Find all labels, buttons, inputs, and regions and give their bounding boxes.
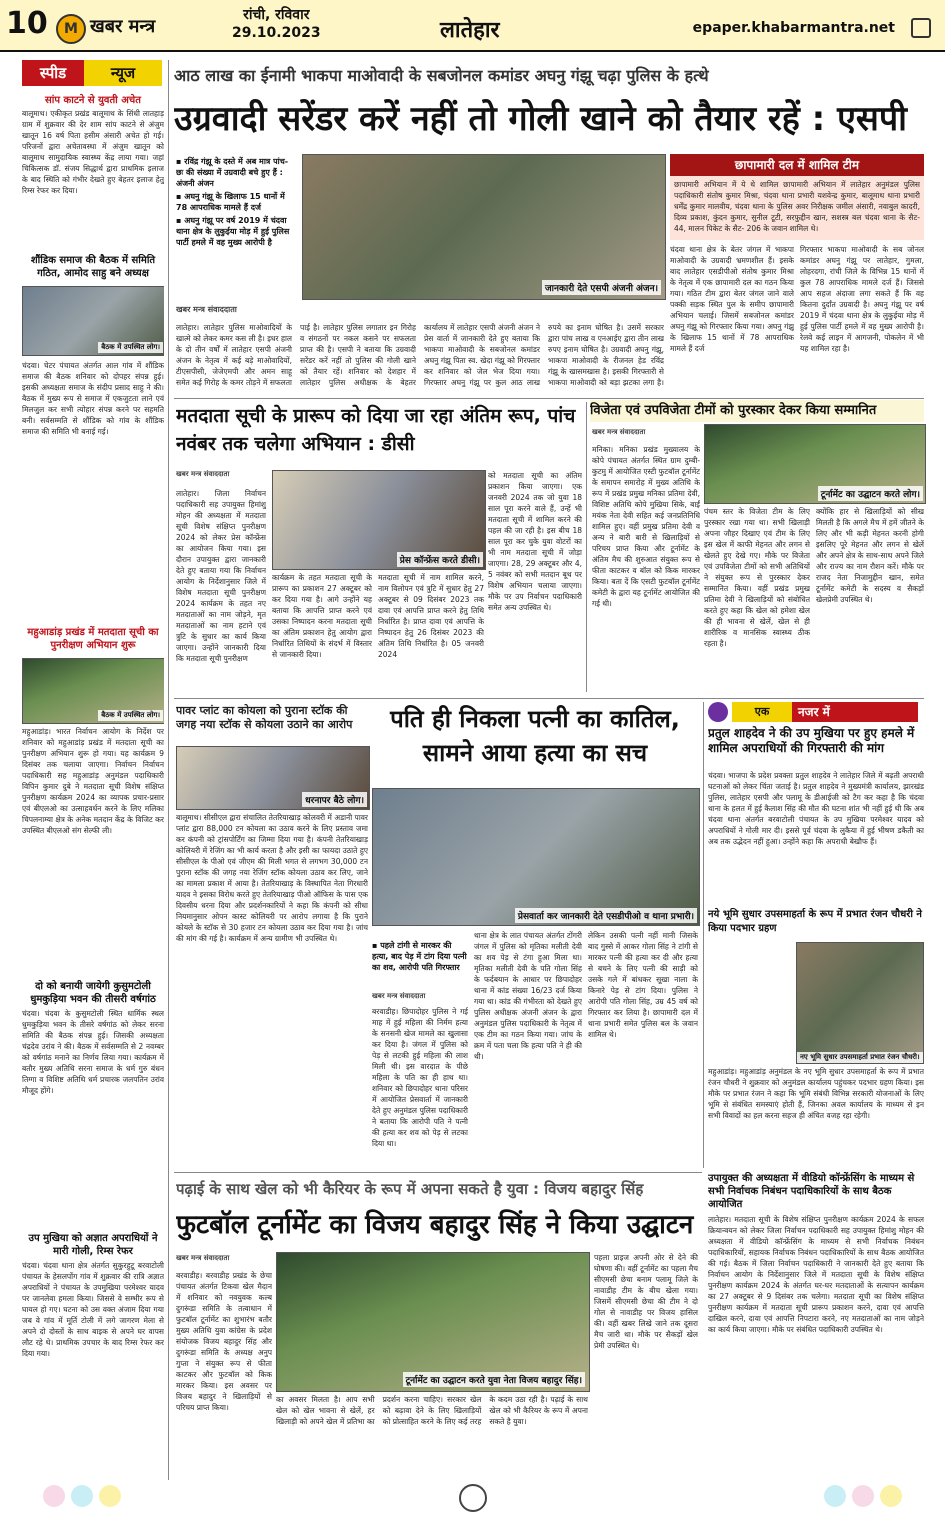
coal-body: बालूमाथ। सीसीएल द्वारा संचालित तेतरियाखाड़ कोलवरी में अडानी पावर प्लांट द्वारा 88,000 टन कोयला का उठाव करने के लिए प्रस्ताव जमा कर कंपनी को ट्रांसपोर्टिंग का जिम्मा दिया गया है। कंपनी तेतरियाखाड़ कोलियरी में रेजिंग का भी कार्य करता है और इसी का फायदा उठाते हुए सीसीएल के पीओ एवं जीएम की मिली भगत से लगभग 30,000 टन पुराना स्टॉक की जगह नया रेजिंग स्टॉक कोयला उठाव कर लिए, जाने का मामला प्रकाश में आया है। तेतरियाखाड़ के विस्थापित नेता गिरधारी यादव ने इसका विरोध करते हुए तेतरियाखाड़ पीओ ऑफिस के पास एक दिवसीय धरना दिया और प्रदर्शनकारियों ने कहा कि कंपनी को सीधा नियमानुसार ओपन कास्ट कोलियरी पर आरोप लगाया है कि पुराने कोयले के स्टॉक से 30 हजार टन कोयला उठाव कर दिया गया है। जांच की मांग की गई है। कार्यक्रम में अन्य ग्रामीण भी उपस्थित थे।: [176, 813, 368, 943]
row-divider: [174, 398, 924, 399]
speed-news-item-body: चंदवा। चंदवा थाना क्षेत्र अंतर्गत सुकुरहुटू बरवाटोली पंचायत के हेसलपोंग गांव में शुक्रवार की रात्रि अज्ञात अपराधियों ने पंचायत के उपमुखिया परमेश्वर यादव पर जानलेवा हमला किया। जिससे वे सम्भीर रूप से घायल हो गए। घटना को उस वक्त अंजाम दिया गया जब वे गांव में मूर्ति टोली में लगे जागरण मेला से अपने दो दोस्तों के साथ बाइक से अपने घर वापस लौट रहे थे। प्राथमिक उपचार के बाद रिम्स रेफर कर दिया गया।: [22, 1261, 164, 1358]
brand-logo-glyph: M: [64, 21, 78, 37]
winners-photo: [704, 424, 926, 504]
column-divider: [703, 702, 704, 1168]
news-label: न्यूज: [84, 60, 162, 86]
murder-bullet: ▪ पहले टांगी से मारकर की हत्या, बाद पेड़ में टांग दिया पत्नी का शव, आरोपी पति गिरफ्तार: [372, 941, 467, 972]
nazar-item2-photo: [796, 942, 924, 1064]
photo-caption: धरनापर बैठे लोग।: [302, 792, 367, 807]
lead-bullets: [176, 156, 298, 278]
page-header: [0, 0, 945, 52]
lead-bullet: ▪ अघनु गंझू पर वर्ष 2019 में चंदवा थाना क्षेत्र के लुकुईया मोड़ में हुई पुलिस पार्टी हमले में वह मुख्य आरोपी है: [176, 216, 290, 247]
lead-bullet-text: अघनु गंझू के खिलाफ 15 थानों में 78 आपराधिक मामले हैं दर्ज: [176, 192, 285, 212]
lead-bullet-text: रविंद्र गंझू के दस्ते में अब मात्र पांच- छः की संख्या में उग्रवादी बचे हुए हैं : अंजनी अंजन: [176, 157, 289, 188]
photo-caption: बैठक में उपस्थित लोग।: [98, 710, 163, 721]
nazar-item2-title: नये भूमि सुधार उपसमाहर्ता के रूप में प्रभात रंजन चौधरी ने किया पदभार ग्रहण: [708, 909, 922, 934]
winners-headline: विजेता एवं उपविजेता टीमों को पुरस्कार देकर किया सम्मानित: [590, 400, 924, 422]
dateline: [232, 6, 321, 42]
color-dot: [824, 1485, 846, 1507]
raid-team-title: छापामारी दल में शामिल टीम: [670, 154, 924, 176]
nazar-item1-body: चंदवा। भाजपा के प्रदेश प्रवक्ता प्रतुल शाहदेव ने लातेहार जिले में बढ़ती अपराधी घटनाओं को लेकर चिंता जताई है। प्रतुल शाहदेव ने मुख्यमंत्री कार्यालय, झारखंड पुलिस, लातेहार एसपी और पलामू के डीआईजी को टैग कर कहा है कि चंदवा थाना के हलत में हुई कैलाश सिंह की मौत की घटना शांत भी नहीं हुई थी कि अब चंदवा थाना अंतर्गत बरवाटोली पंचायत के उप मुखिया परमेश्वर यादव को अपराधियों ने गोली मार दी। इससे पूर्व चंदवा के लुकैया में हुई भीषण डकैती का अब तक उद्भेदन नहीं हुआ। उन्होंने कहा कि अपराधी बेखौफ हैं।: [708, 771, 924, 846]
lead-bullet: ▪ रविंद्र गंझू के दस्ते में अब मात्र पांच- छः की संख्या में उग्रवादी बचे हुए हैं : अंजनी अंजन: [176, 157, 289, 188]
nazar-item3-title: उपायुक्त की अध्यक्षता में वीडियो कॉन्फ्रेंसिंग के माध्यम से सभी निर्वाचक निबंधन पदाधिकारियों के साथ बैठक आयोजित: [708, 1173, 915, 1210]
registration-crosshair-icon: [459, 1484, 487, 1512]
speed-news-item-title: दो को बनायी जायेगी कुसुमटोली धुमकुड़िया भवन की तीसरी वर्षगांठ: [30, 981, 156, 1005]
bookmark-icon[interactable]: [911, 18, 931, 38]
voter-photo: [272, 470, 486, 570]
football-photo: [276, 1252, 590, 1392]
speed-news-item: [22, 626, 164, 976]
football-kicker: पढ़ाई के साथ खेल को भी कैरियर के रूप में अपना सकते है युवा : विजय बहादुर सिंह: [176, 1180, 644, 1198]
photo-caption: नए भूमि सुधार उपसमाहर्ता प्रभात रंजन चौधरी।: [797, 1052, 923, 1063]
footer-dots-left: [40, 1485, 124, 1511]
footer-dots-right: [821, 1485, 905, 1511]
speed-news-item-title: महुआडांड़ प्रखंड में मतदाता सूची का पुनरीक्षण अभियान शुरू: [27, 627, 159, 651]
speed-news-item: [22, 92, 164, 250]
column-divider: [586, 402, 587, 692]
ek-label: एक: [732, 702, 792, 722]
murder-col2: थाना क्षेत्र के लात पंचायत अंतर्गत टोंगरी जंगल में पुलिस को मृतिका मलीती देवी का शव पेड़ से टंगा हुआ मिला था। मृतिका मलीती देवी के पति गोला सिंह के फर्दबयान के आधार पर छिपादोहर थाना में कांड संख्या 16/23 दर्ज किया गया था। कांड की गंभीरता को देखते हुए पुलिस अधीक्षक अंजनी अंजन के द्वारा अनुमंडल पुलिस पदाधिकारी के नेतृत्व में एक टीम का गठन किया गया। जांच के क्रम में पता चला कि हत्या पति ने ही की थी।: [474, 931, 582, 1061]
speed-news-item-body: महुआडांड़। भारत निर्वाचन आयोग के निर्देश पर शनिवार को महुआडांड़ प्रखंड में मतदाता सूची का पुनरीक्षण अभियान शुरू हो गया। यह कार्यक्रम 9 दिसंबर तक चलाया जाएगा। निर्वाचन निर्वाचन पदाधिकारी सह महुआडांड़ अनुमंडल पदाधिकारी विपिन कुमार दुबे ने मतदाता सूची विशेष संक्षिप्त पुनरीक्षण कार्यक्रम 2024 का व्यापक प्रचार-प्रसार एवं बीएलओ का उत्साहवर्धन करने के लिए मलिका चिपलनाम्या क्षेत्र के अनेक मतदान केंद्र के विजिट कर उपस्थित बीएलओ संग सेल्फी ली।: [22, 727, 164, 835]
murder-col1: बरवाडीह। छिपादोहर पुलिस ने गई माह में हुई महिला की निर्मम हत्या के सनसनी खेज मामले का खुलासा कर दिया है। जंगल में पुलिस को पेड़ से लटकी हुई महिला की लाश मिली थी। इस वारदात के पीछे महिला के पति का ही हाथ था। शनिवार को छिपादोहर थाना परिसर में आयोजित प्रेसवार्ता में जानकारी देते हुए अनुमंडल पुलिस पदाधिकारी ने बताया कि आरोपी पति ने पत्नी की हत्या कर शव को पेड़ से लटका दिया था।: [372, 1007, 468, 1148]
speed-news-item-body: चंदवा। चेटर पंचायत अंतर्गत आल गांव में शौंडिक समाज की बैठक शनिवार को दोपहर संपन्न हुई। इसकी अध्यक्षता समाज के संदीप प्रसाद साहु ने की। बैठक में मुख्य रूप से समाज में एकजुटता लाने एवं मिलजुल कर सभी त्योहार संपन्न करने पर सहमति बनी। सर्वसम्मति से शौंडिक को गांव के शौंडिक समाज की समिति भी बनाई गई।: [22, 361, 164, 436]
photo-caption: प्रेस कॉन्फ्रेंस करते डीसी।: [397, 552, 483, 567]
lead-headline: उग्रवादी सरेंडर करें नहीं तो गोली खाने को तैयार रहें : एसपी: [174, 99, 907, 139]
ek-nazar-label: [708, 702, 924, 722]
color-dot: [99, 1485, 121, 1507]
photo-caption: टूर्नामेंट का उद्घाटन करते लोग।: [818, 486, 923, 501]
eye-icon: [708, 702, 728, 722]
winners-col2: पंचम स्तर के विजेता टीम के लिए पुरस्कार रखा गया था। सभी खिलाड़ी अपना जौहर दिखाए एवं टीम के लिए इस खेल में काफी मेहनत और लगन से खेलते हुए देखे गए। मौके पर विजेता एवं उपविजेता टीमों को सभी अतिथियों ने संयुक्त रूप से पुरस्कार देकर सम्मानित किया। वहीं प्रखंड प्रमुख प्रतिमा देवी ने खिलाड़ियों को संबोधित करते हुए कहा कि खेल को हमेशा खेल की ही भावना से खेलें, खेल से ही शारीरिक व मानसिक स्वास्थ्य ठीक रहता है।: [704, 507, 810, 648]
raid-team-box: [670, 154, 924, 394]
speed-news-item-title: शौंडिक समाज की बैठक में समिति गठित, आमोद साहु बने अध्यक्ष: [30, 255, 156, 279]
color-dot: [71, 1485, 93, 1507]
column-divider: [168, 60, 169, 1480]
brand-logo-icon: [56, 14, 86, 44]
photo-caption: टूर्नामेंट का उद्घाटन करते युवा नेता विजय बहादुर सिंह।: [403, 1372, 585, 1387]
winners-byline: खबर मन्त्र संवाददाता: [592, 428, 646, 436]
lead-photo: [302, 154, 666, 300]
speed-news-photo: [22, 658, 164, 724]
dateline-date: 29.10.2023: [232, 25, 321, 41]
football-col1: बरवाडीह। बरवाडीह प्रखंड के छेचा पंचायत अंतर्गत टिकवा खेल मैदान में शनिवार को नवयुवक कल्ब दुगरूंडा समिति के तत्वाधान में फुटबॉल टूर्नामेंट का शुभारंभ बतौर मुख्य अतिथि युवा कांग्रेस के प्रदेश संयोजक विजय बहादुर सिंह और दुगरूंडा समिति के अध्यक्ष अनुप गुप्ता ने संयुक्त रूप से फीता काटकर और फुटबॉल को किक मारकर किया। इस अवसर पर विजय बहादुर ने खिलाड़ियों से परिचय प्राप्त किया।: [176, 1271, 272, 1412]
speed-news-item-body: बालूमाथ। एकीकृत प्रखंड बालूमाथ के सिंधी लातहाड़ ग्राम में शुक्रवार की देर शाम सांप काटने से अंजुम खातून 16 वर्ष पिता हसीम अंसारी अचेत हो गई। परिजनों द्वारा अचेतावस्था में अंजुम खातून को बालूमाथ सामुदायिक स्वास्थ्य केंद्र लाया गया। जहां चिकित्सक डॉ. संजय सिद्धार्थ द्वारा प्राथमिक इलाज के बाद स्थिति को गंभीर देखते हुए बेहतर इलाज हेतु रिम्स रेफर कर दिया।: [22, 109, 164, 195]
murder-byline: खबर मन्त्र संवाददाता: [372, 992, 426, 1000]
raid-team-col-a: चंदवा थाना क्षेत्र के बेतर जंगल में भाकपा माओवादी के उग्रवादी भ्रमणशील हैं। इसके बाद लातेहार एसडीपीओ संतोष कुमार मिश्रा के नेतृत्व में एक छापामारी दल का गठन किया गया। गठित टीम द्वारा बेतर जंगल जाने वाले पक्की सड़क स्थित पुल के समीप छापामारी अभियान चलाई। जिसमें सबजोनल कमांडर अघनु गंझू को गिरफ्तार किया गया। अघनु गंझू के खिलाफ 15 थानों में 78 आपराधिक मामले हैं दर्ज: [670, 245, 794, 353]
coal-headline: पावर प्लांट का कोयला को पुराना स्टॉक की जगह नया स्टॉक से कोयला उठाने का आरोप: [176, 704, 353, 731]
nazar-label: नजर में: [792, 702, 918, 722]
lead-byline: खबर मन्त्र संवाददाता: [176, 305, 237, 314]
page-number: 10: [6, 6, 48, 41]
football-col2: का अवसर मिलता है। आप सभी खेल को खेल भावना से खेलें, हर खिलाड़ी को अपने खेल में प्रतिभा का प्रदर्शन करना चाहिए। सरकार खेल को बढ़ावा देने के लिए खिलाड़ियों को प्रोत्साहित करने के लिए कई तरह के कदम उठा रही है। पढ़ाई के साथ खेल को भी कैरियर के रूप में अपना सकते है युवा।: [276, 1395, 588, 1426]
nazar-item2-body: महुआडांड़। महुआडांड़ अनुमंडल के नए भूमि सुधार उपसमाहर्ता के रूप में प्रभात रंजन चौधरी ने शुक्रवार को अनुमंडल कार्यालय पहुंचकर पदभार ग्रहण किया। इस मौके पर प्रभात रंजन ने कहा कि भूमि संबंधी विभिन्न सरकारी योजनाओं के लिए भूमि से संबंधित समस्याएं होती हैं, जिनका अवल कार्यालय के माध्यम से इन सभी विवादों का हल करना सहज ही अंचित वजह रहा रहेगी।: [708, 1067, 924, 1120]
winners-col1: मनिका। मनिका प्रखंड मुख्यालय के कोपे पंचायत अंतर्गत स्थित ग्राम दुम्बी-कुटमु में आयोजित एस्टी फुटबॉल टूर्नामेंट के समापन समारोह में मुख्य अतिथि के रूप में प्रखंड प्रमुख मनिका प्रतिमा देवी, विशिष्ट अतिथि कोपे मुखिया सिके, बाईं मयंक नेता देवी सहित कई जनप्रतिनिधि शामिल हुए। वहीं प्रमुख प्रतिमा देवी व अन्य ने बारी बारी से खिलाड़ियों से परिचय प्राप्त किया और टूर्नामेंट के अंतिम मैच की शुरुआत संयुक्त रूप से फीता काटकर व बॉल को किक मारकर किया। बता दें कि एसटी फुटबॉल टूर्नामेंट कमेटी के द्वारा यह टूर्नामेंट आयोजित की गई थी।: [592, 445, 700, 608]
voter-col3: मतदाता सूची में नाम शामिल करने, नाम विलोपन एवं त्रुटि में सुधार हेतु 27 अक्टूबर से 09 दिसंबर 2023 तक दावा एवं आपत्ति प्राप्त करने हेतु तिथि निर्धारित है। प्राप्त दावा एवं आपत्ति के निष्पादन हेतु 26 दिसंबर 2023 की अंतिम तिथि निर्धारित है। 05 जनवरी 2024: [378, 573, 484, 659]
football-headline: फुटबॉल टूर्नामेंट का विजय बहादुर सिंह ने किया उद्घाटन: [176, 1210, 694, 1240]
speed-news-item-body: चंदवा। चंदवा के कुसुमटोली स्थित धार्मिक स्थल धुमकुड़िया भवन के तीसरे वर्षगांठ को लेकर सरना समिति की बैठक संपन्न हुई। जिसकी अध्यक्षता चंद्रदेव उरांव ने की। बैठक में सर्वसम्मति से 2 नवम्बर को वर्षगांठ मनाने का निर्णय लिया गया। कार्यक्रम में बतौर मुख्य अतिथि सरना समाज के धर्म गुरु बंधन तिग्गा व विशिष्ट अतिथि धर्म प्रचारक जलपतिन उरांव मौजूद होंगे।: [22, 1009, 164, 1095]
photo-caption: जानकारी देते एसपी अंजनी अंजन।: [542, 280, 661, 295]
speed-news-photo: [22, 286, 164, 356]
lead-bullet-text: अघनु गंझू पर वर्ष 2019 में चंदवा थाना क्षेत्र के लुकुईया मोड़ में हुई पुलिस पार्टी हमले में वह मुख्य आरोपी है: [176, 216, 290, 247]
voter-byline: खबर मन्त्र संवाददाता: [176, 470, 230, 478]
voter-col2: कार्यक्रम के तहत मतदाता सूची के प्रारूप का प्रकाशन 27 अक्टूबर को कर दिया गया है। आगे उन्होंने यह बताया कि आपत्ति प्राप्त करने एवं उसका निष्पादन करना मतदाता सूची का अंतिम प्रकाशन हेतु आयोग द्वारा निर्धारित तिथियों के संदर्भ में विस्तार से जानकारी दिया।: [272, 573, 372, 659]
raid-team-body: छापामारी अभियान में ये थे शामिल छापामारी अभियान में लातेहार अनुमंडल पुलिस पदाधिकारी संतोष कुमार मिश्रा, चंदवा थाना प्रभारी यशवेन्द्र कुमार, बालूमाथ थाना प्रभारी धर्मेंद्र कुमार मालवीय, चंदवा थाना के पुलिस अवर निरीक्षक जमील अंसारी, नवाबुल कादरी, दिव्य प्रकाश, कुंदन कुमार, सुनील टूटी, सरफुद्दीन खान, सशस्त्र बल चंदवा थाना के सैट- 44, मालन पिकेट के सैट- 206 के जवान शामिल थे।: [670, 176, 924, 240]
brand-name: खबर मन्त्र: [90, 16, 156, 37]
coal-photo: [176, 746, 370, 810]
murder-headline-line1: पति ही निकला पत्नी का कातिल,: [390, 705, 680, 733]
dateline-city-day: रांची, रविवार: [243, 7, 310, 23]
lead-bullet: ▪ अघनु गंझू के खिलाफ 15 थानों में 78 आपराधिक मामले हैं दर्ज: [176, 192, 285, 212]
color-dot: [880, 1485, 902, 1507]
nazar-item1-title: प्रतुल शाहदेव ने की उप मुखिया पर हुए हमले में शामिल अपराधियों की गिरफ्तारी की मांग: [708, 726, 915, 755]
voter-col4: को मतदाता सूची का अंतिम प्रकाशन किया जाएगा। एक जनवरी 2024 तक जो युवा 18 साल पूरा करने वाले हैं, उन्हें भी मतदाता सूची में शामिल करने की पहल की जा रही है। इस बीच 18 साल पूरा कर चुके युवा वोटरों का भी नाम मतदाता सूची में जोड़ा जाएगा। 28, 29 अक्टूबर और 4, 5 नवंबर को सभी मतदान बूथ पर विशेष अभियान चलाया जाएगा। मौके पर उप निर्वाचन पदाधिकारी समेत अन्य उपस्थित थे।: [488, 471, 582, 612]
football-col3: पहला प्राइज अपनी ओर से देने की घोषणा की। वहीं टूर्नामेंट का पहला मैच सीएमसी छेचा बनाम पलामू जिले के नावाडीह टीम के बीच खेला गया। जिसमें सीएमसी छेचा की टीम ने दो गोल से नावाडीह पर विजय हासिल की। वहीं खबर लिखे जाने तक दूसरा मैच जारी था। मौके पर सैकड़ों खेल प्रेमी उपस्थित थे।: [594, 1253, 698, 1350]
lead-body: लातेहार। लातेहार पुलिस माओवादियों के खात्मे को लेकर कमर कस ली है। इधर हाल के दो तीन वर्षों में लातेहार एसपी अंजनी अंजन के नेतृत्व में कई बड़े माओवादियों, टीएसपीसी, जेजेएमपी और अमन साहू समेत कई गिरोह के कमर तोड़ने में सफलता पाई है। लातेहार पुलिस लगातार इन गिरोह व संगठनों पर नकल कसने पर सफलता प्राप्त की है। एसपी ने बताया कि उग्रवादी सरेंडर करें नहीं तो पुलिस की गोली खाने को तैयार रहें। शनिवार को देशहार में लातेहार पुलिस अधीक्षक के बेहतर कार्यालय में लातेहार एसपी अंजनी अंजन ने प्रेस वार्ता में जानकारी देते हुए बताया कि भाकपा माओवादी के सबजोनल कमांडर अघनु गंझू पिता स्व. खेदा गंझू को गिरफ्तार कर शनिवार को जेल भेज दिया गया। गिरफ्तार अघनु गंझू पर कुल आठ लाख रुपये का इनाम घोषित है। उसमें सरकार द्वारा पांच लाख व एनआईए द्वारा तीन लाख रुपए इनाम घोषित है। उग्रवादी अघनु गंझू, भाकपा माओवादी के रीजनल हेड रविंद्र गंझू के खासमखास है। इसकी गिरफ्तारी से भाकपा माओवादी को बड़ा झटका लगा है।: [176, 323, 664, 387]
speed-news-item-title: उप मुखिया को अज्ञात अपराधियों ने मारी गोली, रिम्स रेफर: [28, 1233, 158, 1257]
murder-photo: [372, 788, 700, 926]
photo-caption: बैठक में उपस्थित लोग।: [98, 342, 163, 353]
football-byline: खबर मन्त्र संवाददाता: [176, 1254, 230, 1262]
voter-col1: लातेहार। जिला निर्वाचन पदाधिकारी सह उपायुक्त हिमांशु मोहन की अध्यक्षता में मतदाता सूची विशेष संक्षिप्त पुनरीक्षण 2024 को लेकर प्रेस कॉन्फ्रेंस का आयोजन किया गया। इस दौरान उपायुक्त द्वारा जानकारी देते हुए बताया गया कि निर्वाचन आयोग के निर्देशानुसार जिले में विशेष मतदाता सूची पुनरीक्षण 2024 कार्यक्रम के तहत नए मतदाताओं का नाम जोड़ने, मृत मतदाताओं का नाम हटाने एवं त्रुटि के सुधार का कार्य किया जाएगा। उन्होंने जानकारी दिया कि मतदाता सूची पुनरीक्षण: [176, 489, 266, 663]
row-divider: [174, 698, 924, 699]
murder-headline-line2: सामने आया हत्या का सच: [422, 739, 648, 767]
murder-col3: लेकिन उसकी पत्नी नहीं मानी जिसके बाद गुस्से में आकर गोला सिंह ने टांगी से मारकर पत्नी की हत्या कर दी और हत्या से बचने के लिए पत्नी की साड़ी को उसके गले में बांधकर सूखा नाला के किनारे पेड़ से टांग दिया। पुलिस ने आरोपी पति गोला सिंह, उम्र 45 वर्ष को गिरफ्तार कर लिया है। छापामारी दल में थाना प्रभारी समेत पुलिस बल के जवान शामिल थे।: [588, 931, 698, 1039]
website-link[interactable]: epaper.khabarmantra.net: [692, 20, 895, 36]
speed-news-label: [22, 60, 164, 86]
nazar-item3-body: लातेहार। मतदाता सूची के विशेष संक्षिप्त पुनरीक्षण कार्यक्रम 2024 के सफल क्रियान्वयन को लेकर जिला निर्वाचन पदाधिकारी सह उपायुक्त हिमांशु मोहन की अध्यक्षता में वीडियो कॉन्फ्रेंसिंग के माध्यम से सभी निर्वाचक निबंधन पदाधिकारियों, सहायक निर्वाचक निबंधन पदाधिकारियों के साथ बैठक आयोजित की गई। बैठक में जिला निर्वाचन पदाधिकारी ने जानकारी देते हुए बताया कि निर्वाचन आयोग के निर्देशानुसार जिले में मतदाता सूची के विशेष संक्षिप्त पुनरीक्षण कार्यक्रम 2024 के अंतर्गत घर-घर मतदाताओं के सत्यापन कार्यक्रम का 27 अक्टूबर से 9 दिसंबर तक चलेगा। मतदाता सूची का विशेष संक्षिप्त पुनरीक्षण कार्यक्रम में मतदाता सूची प्रारूप प्रकाशन करने, दावा एवं आपत्ति दाखिल करने, दावा एवं आपत्ति निपटारा करने, नए मतदाताओं का नाम जोड़ने का कार्य किया जाएगा। मौके पर संबंधित पदाधिकारी उपस्थित थे।: [708, 1215, 924, 1334]
color-dot: [43, 1485, 65, 1507]
section-title: लातेहार: [440, 18, 500, 43]
winners-col3: क्योंकि हार से खिलाड़ियों को सीख मिलती है कि अगले मैच में हमें जीतने के लिए और भी कड़ी मेहनत करनी होगी इसलिए पूरे मेहनत और लगन से खेलें और अपने क्षेत्र के साथ-साथ अपने जिले और राज्य का नाम रौशन करें। मौके पर राजद नेता निजामुद्दीन खान, समेत टूर्नामेंट कमेटी के सदस्य व सैकड़ों खेलप्रेमी उपस्थित थे।: [816, 507, 924, 604]
lead-kicker: आठ लाख का ईनामी भाकपा माओवादी के सबजोनल कमांडर अघनु गंझू चढ़ा पुलिस के हत्थे: [174, 66, 709, 85]
color-dot: [852, 1485, 874, 1507]
speed-news-item: [22, 254, 164, 628]
photo-caption: प्रेसवार्ता कर जानकारी देते एसडीपीओ व थाना प्रभारी।: [515, 908, 697, 923]
speed-label: स्पीड: [22, 60, 84, 86]
speed-news-item-title: सांप काटने से युवती अचेत: [45, 95, 141, 106]
speed-news-column: [22, 60, 164, 1480]
murder-bullet-text: पहले टांगी से मारकर की हत्या, बाद पेड़ में टांग दिया पत्नी का शव, आरोपी पति गिरफ्तार: [372, 941, 467, 972]
speed-news-item: [22, 980, 164, 1228]
row-divider: [174, 1172, 702, 1173]
raid-team-col-b: गिरफ्तार भाकपा माओवादी के सब जोनल कमांडर अघनु गंझू पर लातेहार, गुमला, लोहरदगा, रांची जिले के विभिन्न 15 थानों में कुल 78 आपराधिक मामले दर्ज हैं। जिससे आप सहज अंदाजा लगा सकते हैं कि वह कितना दुर्दांत उग्रवादी है। अघनु गंझू पर वर्ष 2019 में चंदवा थाना क्षेत्र के लुकुईया मोड़ में हुई पुलिस पार्टी हमले में वह मुख्य आरोपी है। रेलवे कई लाइन में आगजनी, पोकलेन में भी यह शामिल रहा है।: [800, 245, 924, 353]
voter-headline: मतदाता सूची के प्रारूप को दिया जा रहा अंतिम रूप, पांच नवंबर तक चलेगा अभियान : डीसी: [176, 405, 576, 455]
murder-headline: [372, 702, 698, 782]
footer-registration-marks: [0, 1478, 945, 1517]
speed-news-item: [22, 1232, 164, 1480]
